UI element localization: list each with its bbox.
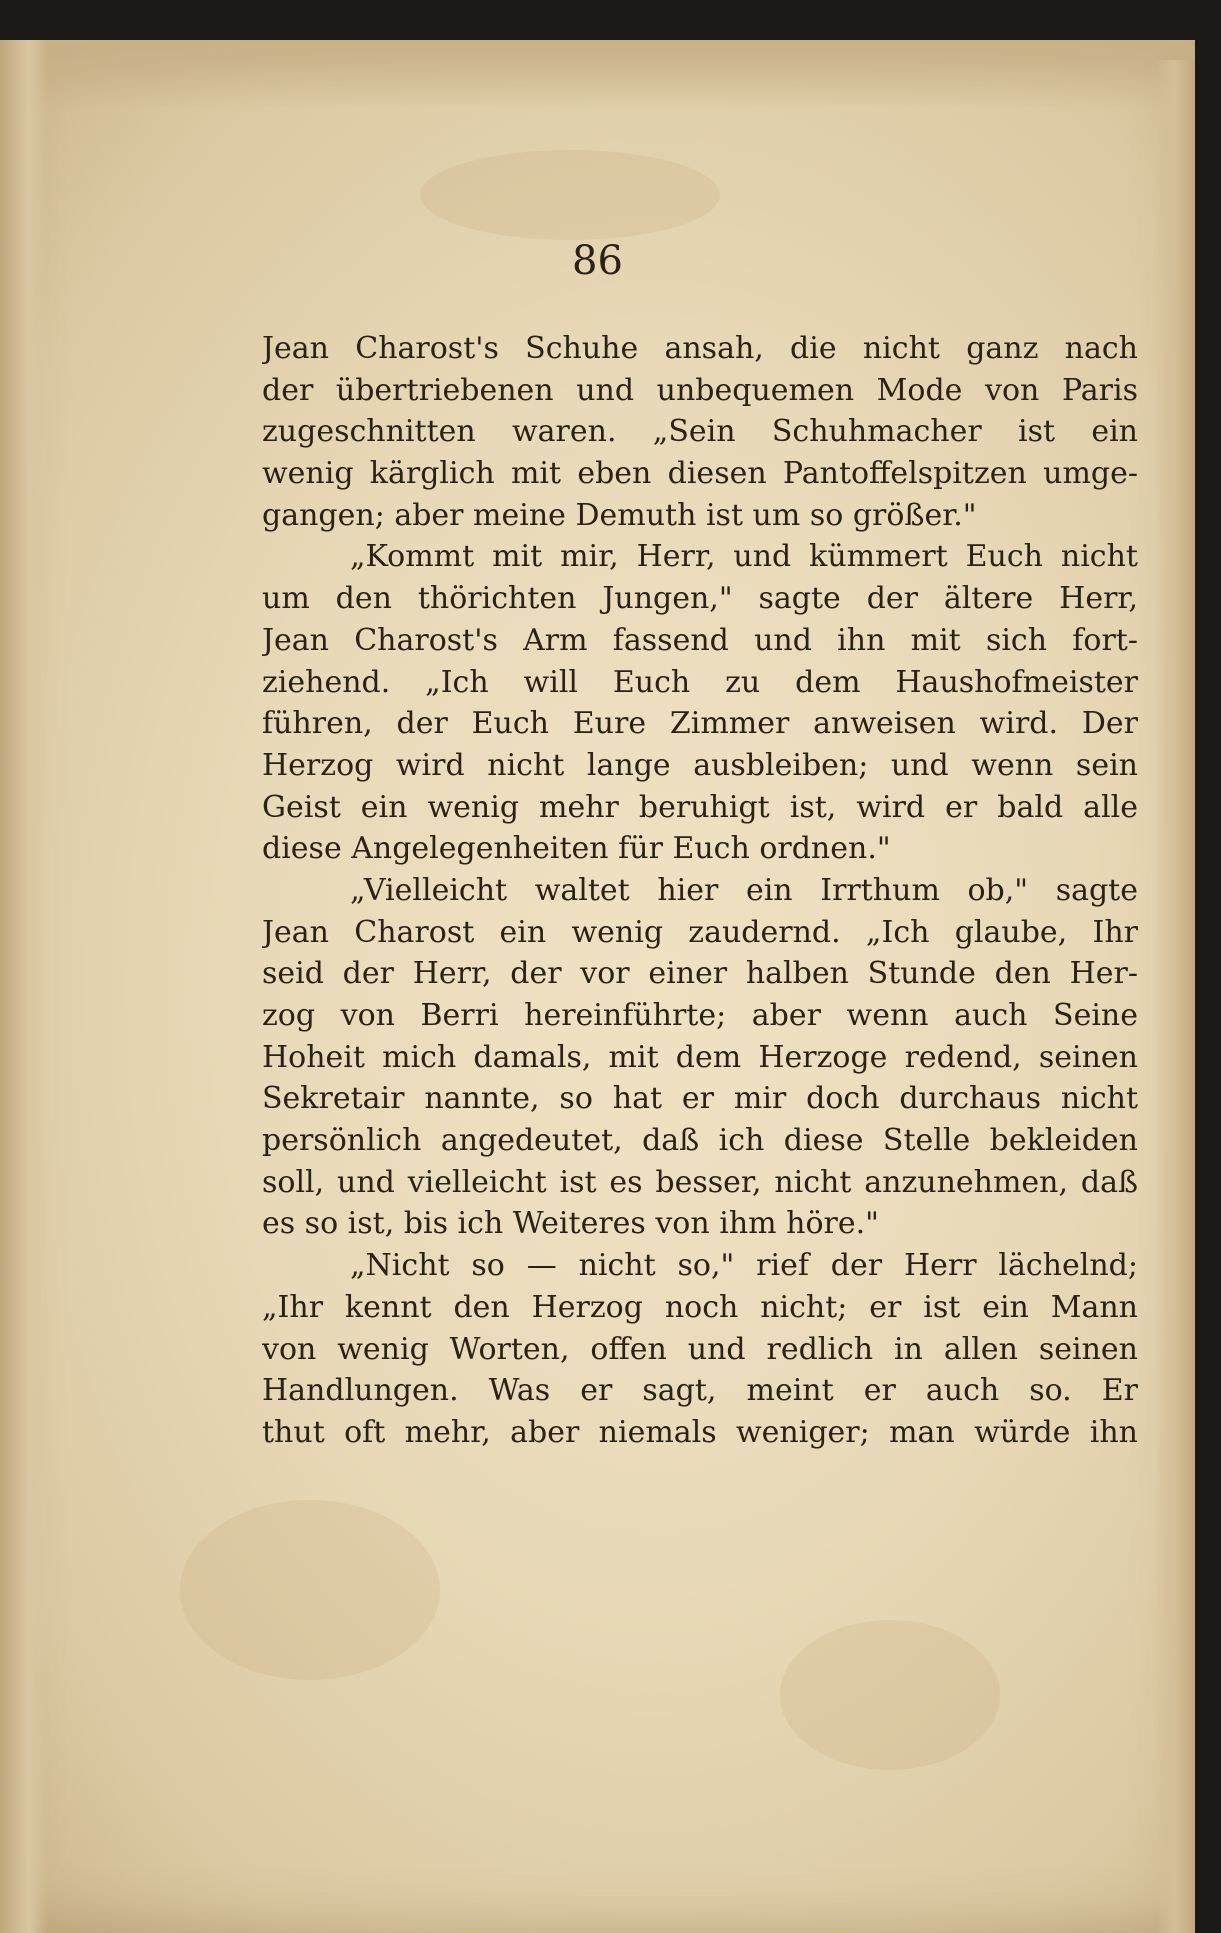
text-line: gangen; aber meine Demuth ist um so größer." [262, 497, 977, 533]
text-line: der übertriebenen und unbequemen Mode von Paris [262, 372, 1138, 408]
text-line: Jean Charost's Arm fassend und ihn mit sich fort- [262, 622, 1138, 658]
page-left-edge [0, 40, 48, 1933]
paper-stain [780, 1620, 1000, 1770]
text-line: Hoheit mich damals, mit dem Herzoge redend, seinen [262, 1039, 1138, 1075]
text-line: Jean Charost ein wenig zaudernd. „Ich glaube, Ihr [262, 914, 1138, 950]
text-line: zugeschnitten waren. „Sein Schuhmacher ist ein [262, 414, 1138, 450]
text-line: thut oft mehr, aber niemals weniger; man würde ihn [262, 1414, 1138, 1450]
page-top-edge [0, 40, 1195, 110]
paper-stain [180, 1500, 440, 1680]
text-line: ziehend. „Ich will Euch zu dem Haushofmeister [262, 664, 1138, 700]
text-line: es so ist, bis ich Weiteres von ihm höre." [262, 1206, 879, 1242]
text-line: soll, und vielleicht ist es besser, nicht anzunehmen, daß [262, 1164, 1138, 1200]
text-line: zog von Berri hereinführte; aber wenn auch Seine [262, 998, 1138, 1033]
text-line: wenig kärglich mit eben diesen Pantoffelspitzen umge- [262, 456, 1138, 492]
text-line: „Vielleicht waltet hier ein Irrthum ob," sagte [350, 872, 1138, 908]
page-right-edge [1155, 60, 1195, 1933]
page-number: 86 [572, 238, 623, 284]
text-line: Sekretair nannte, so hat er mir doch durchaus nicht [262, 1081, 1138, 1117]
text-line: seid der Herr, der vor einer halben Stunde den Her- [262, 956, 1138, 992]
text-line: diese Angelegenheiten für Euch ordnen." [262, 831, 891, 867]
text-line: „Kommt mit mir, Herr, und kümmert Euch nicht [350, 539, 1138, 575]
text-line: Geist ein wenig mehr beruhigt ist, wird er bald alle [262, 789, 1138, 825]
text-line: „Ihr kennt den Herzog noch nicht; er ist ein Mann [262, 1289, 1138, 1325]
body-text [262, 328, 1138, 1454]
text-line: führen, der Euch Eure Zimmer anweisen wird. Der [262, 706, 1138, 742]
text-line: persönlich angedeutet, daß ich diese Stelle bekleiden [262, 1123, 1138, 1159]
text-line: Herzog wird nicht lange ausbleiben; und wenn sein [262, 747, 1138, 783]
text-line: von wenig Worten, offen und redlich in allen seinen [262, 1331, 1138, 1367]
text-line: „Nicht so — nicht so," rief der Herr lächelnd; [350, 1248, 1138, 1284]
paper-stain [420, 150, 720, 240]
text-line: um den thörichten Jungen," sagte der ältere Herr, [262, 581, 1138, 617]
text-line: Handlungen. Was er sagt, meint er auch so. Er [262, 1373, 1138, 1409]
text-line: Jean Charost's Schuhe ansah, die nicht ganz nach [262, 331, 1138, 366]
